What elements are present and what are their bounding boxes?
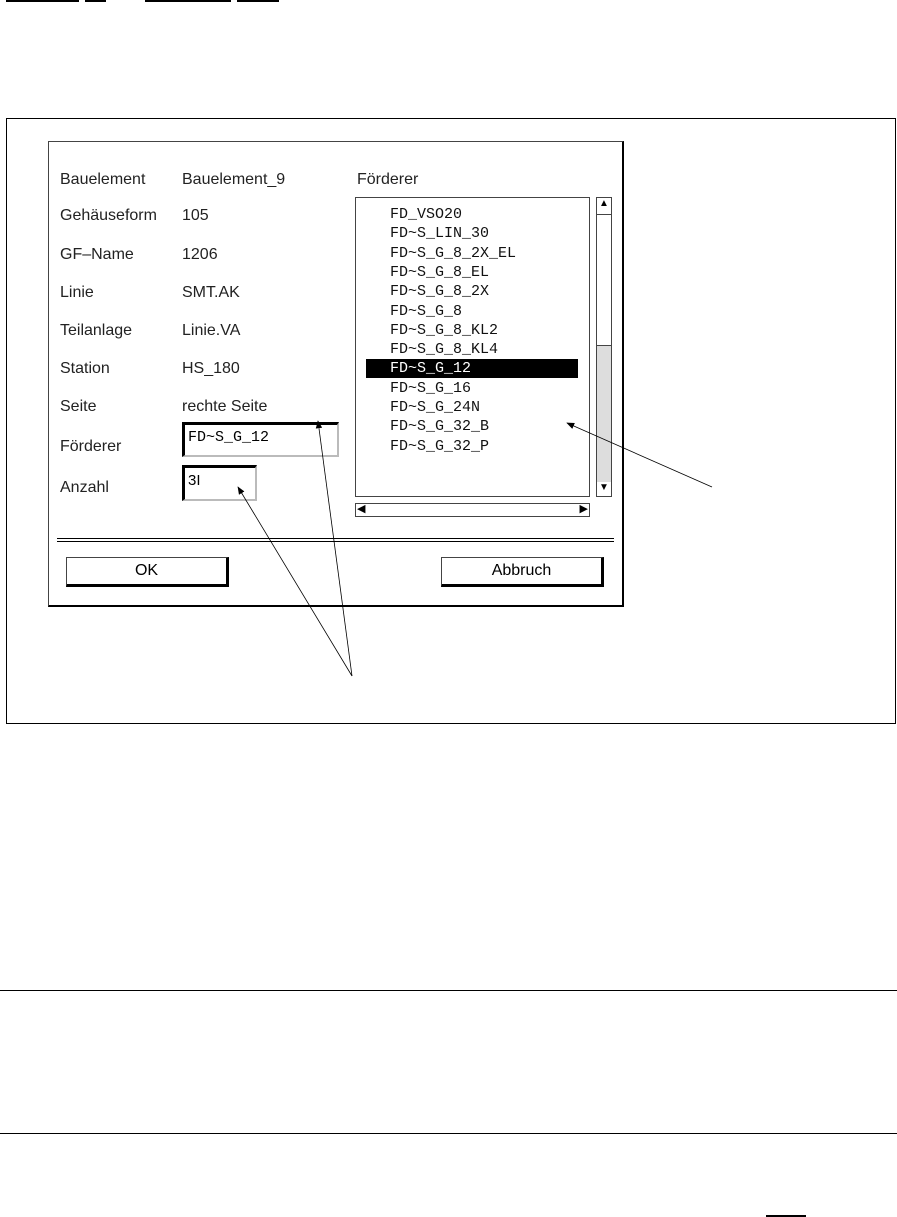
arrow-to-list: [567, 423, 712, 487]
list-item[interactable]: FD~S_G_8_2X: [390, 283, 490, 301]
scroll-up-icon[interactable]: ▲: [597, 198, 611, 215]
field-label: GF–Name: [60, 246, 134, 263]
scroll-down-icon[interactable]: ▼: [597, 482, 611, 496]
arrow-to-anzahl-input: [238, 487, 352, 676]
anzahl-input-value: 3: [188, 472, 197, 489]
list-title: Förderer: [357, 171, 419, 188]
list-item[interactable]: FD~S_LIN_30: [390, 225, 490, 243]
scroll-right-icon[interactable]: ▶: [579, 503, 588, 515]
list-item[interactable]: FD~S_G_32_P: [390, 437, 490, 455]
field-label: Teilanlage: [60, 322, 133, 339]
horizontal-rule-1: [0, 990, 897, 991]
field-value: Bauelement_9: [182, 171, 286, 188]
text-cursor-icon: I: [196, 472, 201, 489]
field-label: Gehäuseform: [60, 207, 157, 224]
list-item[interactable]: FD~S_G_16: [390, 379, 472, 397]
field-label: Linie: [60, 284, 94, 301]
field-value: 1206: [182, 246, 218, 263]
field-label: Bauelement: [60, 171, 146, 188]
field-value: SMT.AK: [182, 284, 240, 301]
list-item[interactable]: FD~S_G_12: [366, 359, 578, 378]
field-value: Linie.VA: [182, 322, 241, 339]
ok-button[interactable]: OK: [66, 557, 229, 587]
field-label: Seite: [60, 398, 97, 415]
list-item[interactable]: FD~S_G_8_2X_EL: [390, 244, 517, 262]
scroll-left-icon[interactable]: ◀: [357, 503, 366, 515]
foerderer-label: Förderer: [60, 438, 122, 455]
field-value: HS_180: [182, 360, 240, 377]
foerderer-input-value: FD~S_G_12: [188, 429, 270, 446]
arrow-to-foerderer-input: [318, 421, 352, 676]
horizontal-rule-2: [0, 1133, 897, 1134]
field-value: rechte Seite: [182, 398, 268, 415]
list-item[interactable]: FD~S_G_32_B: [390, 418, 490, 436]
cancel-button[interactable]: Abbruch: [441, 557, 604, 587]
field-value: 105: [182, 207, 209, 224]
list-item[interactable]: FD_VSO20: [390, 206, 463, 223]
list-item[interactable]: FD~S_G_8_KL4: [390, 341, 499, 359]
list-item[interactable]: FD~S_G_8: [390, 302, 463, 320]
anzahl-label: Anzahl: [60, 479, 109, 496]
list-item[interactable]: FD~S_G_8_KL2: [390, 321, 499, 339]
list-item[interactable]: FD~S_G_24N: [390, 399, 481, 416]
field-label: Station: [60, 360, 110, 377]
list-item[interactable]: FD~S_G_8_EL: [390, 263, 490, 281]
